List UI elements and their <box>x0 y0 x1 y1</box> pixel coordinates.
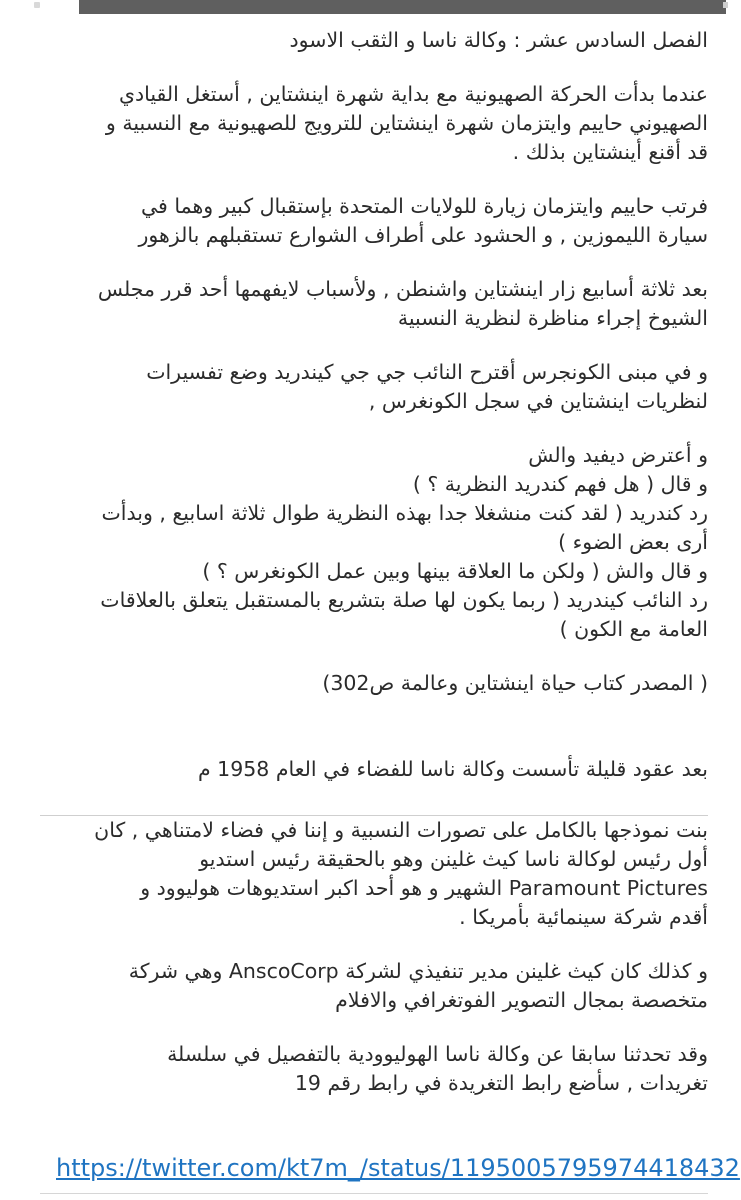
text-line <box>40 957 708 986</box>
text-line: سيارة الليموزين , و الحشود على أطراف الشوارع تستقبلهم بالزهور <box>138 223 708 247</box>
text-line: متخصصة بمجال التصوير الفوتغرافي والافلام <box>335 988 708 1012</box>
text-line: لنظريات اينشتاين في سجل الكونغرس , <box>368 389 708 413</box>
paragraph-6 <box>40 957 708 1015</box>
text-line: الشيوخ إجراء مناظرة لنظرية النسبية <box>397 306 708 330</box>
source-citation: ( المصدر كتاب حياة اينشتاين وعالمة ص302) <box>322 671 708 695</box>
status-dot-icon <box>34 2 40 8</box>
dialogue-line: و قال ( هل فهم كندريد النظرية ؟ ) <box>412 472 708 496</box>
company-name: Paramount Pictures <box>508 876 708 900</box>
status-tick-icon <box>723 2 728 8</box>
paragraph-5 <box>40 816 708 932</box>
article-body <box>40 26 708 1098</box>
text-line: فرتب حاييم وايتزمان زيارة للولايات المتحدة بإستقبال كبير وهما في <box>140 194 708 218</box>
text-fragment: وهي شركة <box>128 959 229 983</box>
text-line: قد أقنع أينشتاين بذلك . <box>512 140 708 164</box>
dialogue-line: رد النائب كيندريد ( ربما يكون لها صلة بتشريع بالمستقبل يتعلق بالعلاقات <box>100 588 708 612</box>
text-line: وقد تحدثنا سابقا عن وكالة ناسا الهوليوودية بالتفصيل في سلسلة <box>167 1042 708 1066</box>
tweet-link[interactable]: https://twitter.com/kt7m_/status/1195005795974418432 <box>56 1154 740 1182</box>
bottom-divider <box>40 1193 708 1194</box>
text-fragment: الشهير و هو أحد اكبر استديوهات هوليوود و <box>140 876 509 900</box>
text-line: عندما بدأت الحركة الصهيونية مع بداية شهرة اينشتاين , أستغل القيادي <box>118 82 708 106</box>
text-line <box>40 874 708 903</box>
text-line: تغريدات , سأضع رابط التغريدة في رابط رقم 19 <box>294 1071 708 1095</box>
top-status-bar <box>79 0 726 14</box>
dialogue-block <box>40 441 708 644</box>
dialogue-line: رد كندريد ( لقد كنت منشغلا جدا بهذه النظرية طوال ثلاثة اسابيع , وبدأت <box>101 501 708 525</box>
chapter-heading: الفصل السادس عشر : وكالة ناسا و الثقب الاسود <box>289 28 708 52</box>
paragraph-2 <box>40 192 708 250</box>
text-line: أول رئيس لوكالة ناسا كيث غلينن وهو بالحقيقة رئيس استديو <box>199 847 708 871</box>
nasa-founded-line: بعد عقود قليلة تأسست وكالة ناسا للفضاء في العام 1958 م <box>197 757 708 781</box>
paragraph-3 <box>40 275 708 333</box>
paragraph-7 <box>40 1040 708 1098</box>
text-line: أقدم شركة سينمائية بأمريكا . <box>459 905 708 929</box>
paragraph-4 <box>40 358 708 416</box>
text-line: بنت نموذجها بالكامل على تصورات النسبية و إننا في فضاء لامتناهي , كان <box>94 818 708 842</box>
company-name: AnscoCorp <box>228 959 339 983</box>
text-line: بعد ثلاثة أسابيع زار اينشتاين واشنطن , ولأسباب لايفهمها أحد قرر مجلس <box>97 277 708 301</box>
text-fragment: و كذلك كان كيث غلينن مدير تنفيذي لشركة <box>338 959 708 983</box>
dialogue-line: أرى بعض الضوء ) <box>558 530 708 554</box>
paragraph-1 <box>40 80 708 167</box>
dialogue-line: و قال والش ( ولكن ما العلاقة بينها وبين عمل الكونغرس ؟ ) <box>202 559 708 583</box>
text-line: الصهيوني حاييم وايتزمان شهرة اينشتاين للترويج للصهيونية مع النسبية و <box>105 111 708 135</box>
text-line: و في مبنى الكونجرس أقترح النائب جي جي كيندريد وضع تفسيرات <box>146 360 708 384</box>
dialogue-line: و أعترض ديفيد والش <box>528 443 708 467</box>
dialogue-line: العامة مع الكون ) <box>559 617 708 641</box>
section-divider <box>40 815 708 816</box>
